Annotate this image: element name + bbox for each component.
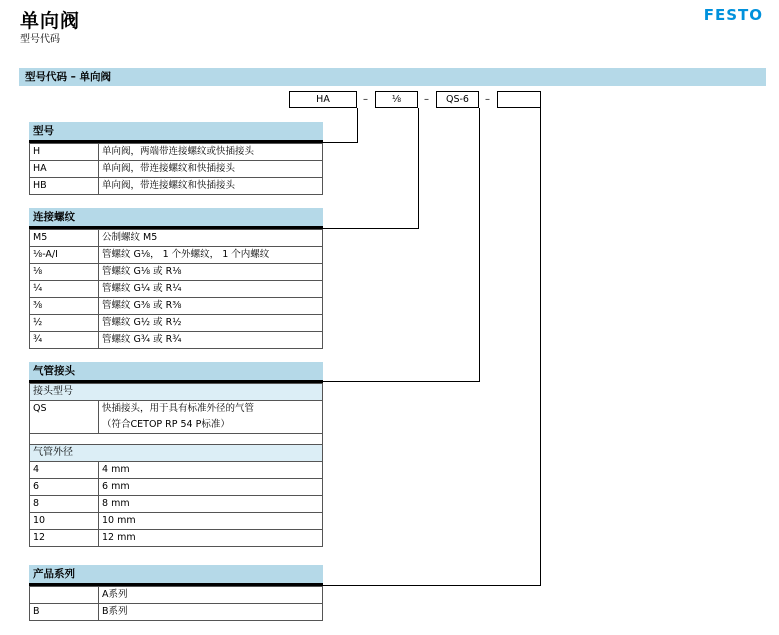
row-code: M5 <box>30 230 99 247</box>
connector-line <box>479 108 480 382</box>
code-dash-1: – <box>363 94 368 105</box>
row-desc: 单向阀，两端带连接螺纹或快插接头 <box>99 144 323 161</box>
section-type <box>29 122 323 195</box>
section-connector <box>29 362 323 547</box>
row-desc: 公制螺纹 M5 <box>99 230 323 247</box>
table-row <box>30 264 323 281</box>
table-row <box>30 161 323 178</box>
festo-logo: FESTO <box>703 6 763 24</box>
row-code: 4 <box>30 462 99 479</box>
row-code: ⅜ <box>30 298 99 315</box>
row-code: 8 <box>30 496 99 513</box>
table-row <box>30 513 323 530</box>
table-row <box>30 462 323 479</box>
row-desc-line: 快插接头，用于具有标准外径的气管 <box>102 403 255 414</box>
section-thread <box>29 208 323 349</box>
row-code: 12 <box>30 530 99 547</box>
table-row <box>30 144 323 161</box>
table-subheader <box>30 384 323 401</box>
subheader-label: 气管外径 <box>30 445 323 462</box>
row-code <box>30 587 99 604</box>
table-row <box>30 496 323 513</box>
code-box-connector: QS-6 <box>436 91 479 108</box>
code-box-series <box>497 91 541 108</box>
row-desc: 12 mm <box>99 530 323 547</box>
type-table <box>29 143 323 195</box>
row-desc: A系列 <box>99 587 323 604</box>
thread-table <box>29 229 323 349</box>
row-desc: 管螺纹 G⅛， 1 个外螺纹， 1 个内螺纹 <box>99 247 323 264</box>
row-desc: 管螺纹 G⅜ 或 R⅜ <box>99 298 323 315</box>
row-code: ½ <box>30 315 99 332</box>
row-desc: 10 mm <box>99 513 323 530</box>
table-row <box>30 479 323 496</box>
table-row <box>30 587 323 604</box>
section-header: 连接螺纹 <box>29 208 323 229</box>
connector-line <box>323 381 480 382</box>
row-desc: B系列 <box>99 604 323 621</box>
code-dash-2: – <box>424 94 429 105</box>
blank-cell <box>30 434 323 445</box>
connector-line <box>540 108 541 586</box>
section-header: 产品系列 <box>29 565 323 586</box>
table-row <box>30 178 323 195</box>
table-row-blank <box>30 434 323 445</box>
row-desc: 管螺纹 G⅛ 或 R⅛ <box>99 264 323 281</box>
page-title: 单向阀 <box>20 10 81 32</box>
row-code: ¼ <box>30 281 99 298</box>
table-row <box>30 401 323 434</box>
section-banner: 型号代码 – 单向阀 <box>19 68 766 86</box>
connector-table <box>29 383 323 547</box>
row-code: H <box>30 144 99 161</box>
row-desc: 6 mm <box>99 479 323 496</box>
table-row <box>30 298 323 315</box>
subheader-label: 接头型号 <box>30 384 323 401</box>
table-row <box>30 604 323 621</box>
table-row <box>30 315 323 332</box>
row-code: 6 <box>30 479 99 496</box>
row-desc: 单向阀，带连接螺纹和快插接头 <box>99 178 323 195</box>
code-box-thread: ⅛ <box>375 91 418 108</box>
table-row <box>30 281 323 298</box>
connector-line <box>418 108 419 229</box>
code-dash-3: – <box>485 94 490 105</box>
connector-line <box>323 585 541 586</box>
row-desc: 管螺纹 G¾ 或 R¾ <box>99 332 323 349</box>
page-subtitle: 型号代码 <box>20 34 60 45</box>
table-row <box>30 530 323 547</box>
table-row <box>30 230 323 247</box>
row-code: HB <box>30 178 99 195</box>
row-code: ⅛ <box>30 264 99 281</box>
section-header: 型号 <box>29 122 323 143</box>
row-desc: 8 mm <box>99 496 323 513</box>
code-box-type: HA <box>289 91 357 108</box>
row-desc: 管螺纹 G½ 或 R½ <box>99 315 323 332</box>
row-code: QS <box>30 401 99 434</box>
row-code: HA <box>30 161 99 178</box>
connector-line <box>323 228 419 229</box>
connector-line <box>357 108 358 143</box>
row-code: B <box>30 604 99 621</box>
row-code: 10 <box>30 513 99 530</box>
table-row <box>30 332 323 349</box>
connector-line <box>323 142 358 143</box>
row-desc-line: （符合CETOP RP 54 P标准） <box>102 419 230 430</box>
row-desc: 4 mm <box>99 462 323 479</box>
row-code: ⅛-A/I <box>30 247 99 264</box>
row-code: ¾ <box>30 332 99 349</box>
row-desc: 管螺纹 G¼ 或 R¼ <box>99 281 323 298</box>
table-subheader <box>30 445 323 462</box>
section-series <box>29 565 323 621</box>
table-row <box>30 247 323 264</box>
section-header: 气管接头 <box>29 362 323 383</box>
series-table <box>29 586 323 621</box>
row-desc: 单向阀，带连接螺纹和快插接头 <box>99 161 323 178</box>
row-desc <box>99 401 323 434</box>
